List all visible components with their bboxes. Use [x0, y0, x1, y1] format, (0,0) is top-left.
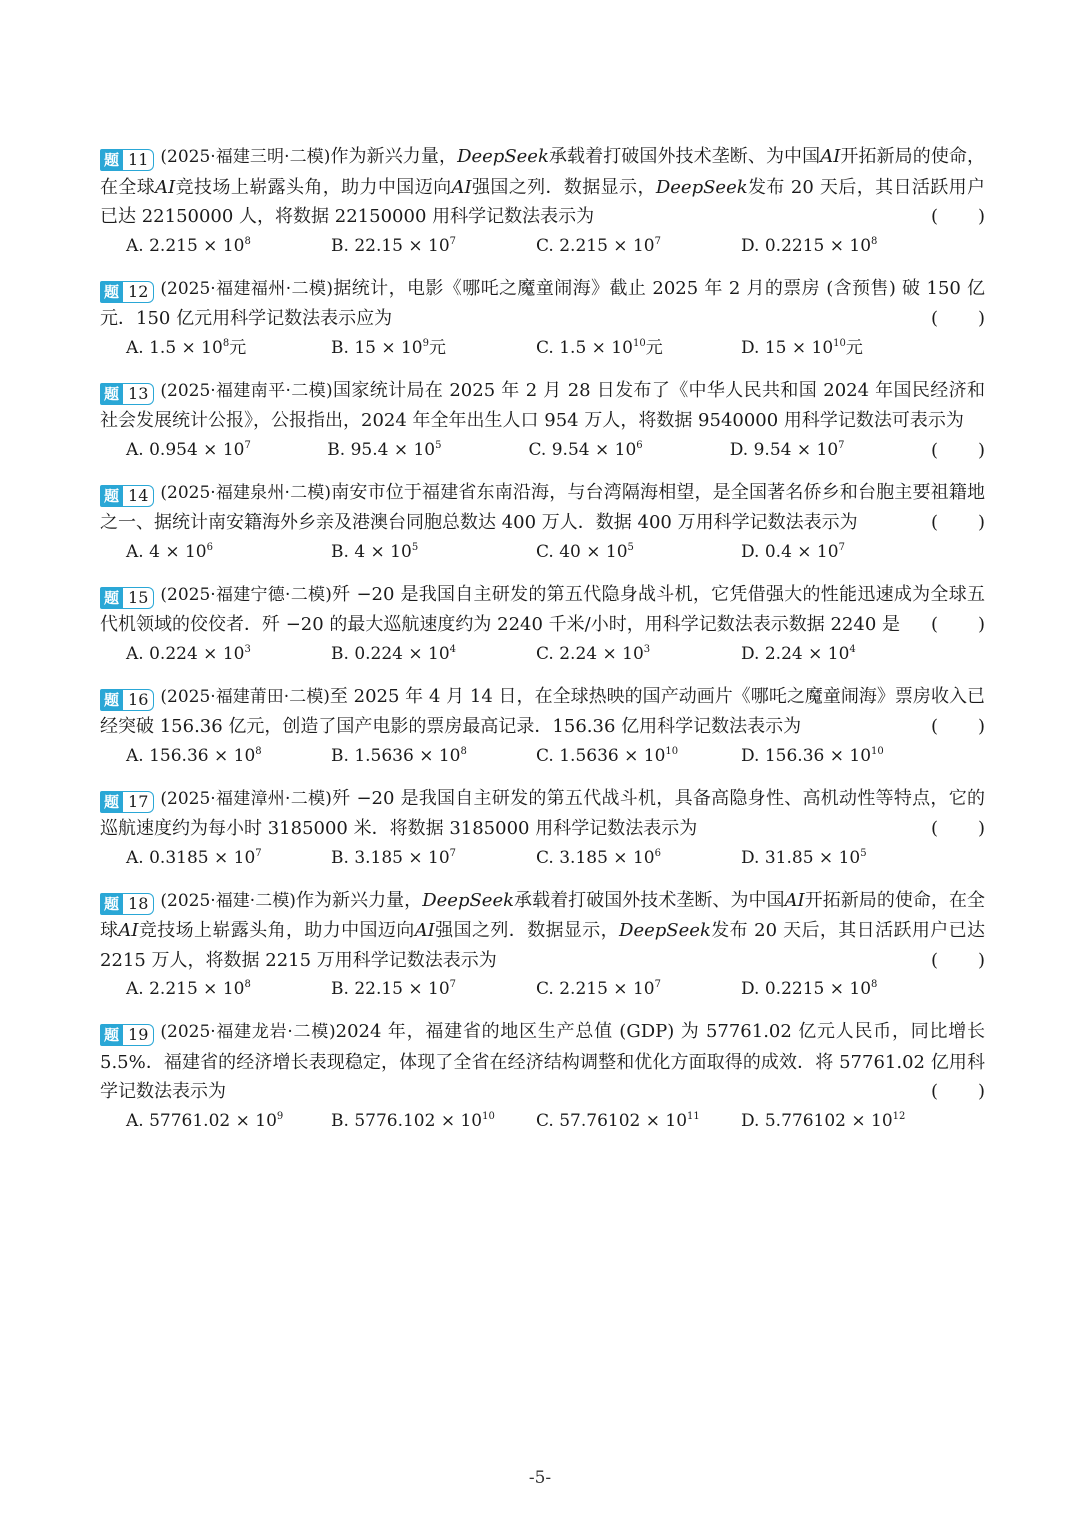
option-c — [536, 744, 741, 768]
option-label: C. — [528, 439, 552, 460]
option-coefficient: 2.215 × 10 — [559, 235, 655, 256]
option-coefficient: 2.215 × 10 — [559, 979, 655, 999]
option-label: B. — [331, 337, 355, 358]
answer-blank: ( ) — [931, 614, 985, 635]
option-label: A. — [126, 439, 150, 460]
question-item — [100, 376, 985, 462]
question-number: 13 — [123, 383, 154, 405]
option-label: A. — [126, 847, 150, 868]
question-text — [100, 682, 985, 742]
option-coefficient: 0.224 × 10 — [354, 643, 450, 664]
question-source: (2025·福建宁德·二模) — [160, 584, 332, 605]
option-a — [126, 744, 331, 768]
question-tag: 题 — [100, 281, 123, 303]
option-label: B. — [331, 847, 355, 868]
question-item — [100, 142, 985, 258]
option-coefficient: 3.185 × 10 — [354, 847, 450, 868]
text-run: 承载着打破国外技术垄断、为中国 — [514, 889, 785, 911]
option-label: C. — [536, 979, 560, 999]
option-label: D. — [741, 541, 765, 562]
option-label: C. — [536, 745, 560, 766]
answer-blank: ( ) — [931, 308, 985, 329]
option-label: A. — [126, 337, 150, 358]
text-run: 承载着打破国外技术垄断、为中国 — [548, 146, 821, 167]
question-item — [100, 274, 985, 360]
option-a — [126, 336, 331, 360]
option-coefficient: 9.54 × 10 — [551, 439, 637, 460]
question-label — [100, 383, 154, 405]
question-number: 12 — [123, 281, 154, 303]
option-exponent: 7 — [255, 847, 262, 859]
italic-term: AI — [784, 889, 805, 911]
option-coefficient: 0.2215 × 10 — [764, 979, 872, 999]
option-coefficient: 22.15 × 10 — [354, 979, 450, 999]
option-row — [100, 438, 931, 462]
option-label: B. — [327, 439, 351, 460]
option-row — [100, 744, 985, 768]
option-exponent: 10 — [871, 745, 884, 757]
option-exponent: 5 — [627, 541, 634, 553]
option-exponent: 7 — [244, 439, 251, 451]
option-coefficient: 1.5 × 10 — [559, 337, 633, 358]
question-tag: 题 — [100, 1024, 123, 1046]
text-run: 竞技场上崭露头角，助力中国迈向 — [138, 920, 415, 941]
answer-blank: ( ) — [931, 949, 985, 971]
text-run: 南安市位于福建省东南沿海，与台湾隔海相望，是全国著名侨乡和台胞主要祖籍地之一、据统计南安籍海外乡亲及港澳台同胞总数达 400 万人．数据 400 万用科学记数法表示为 — [100, 481, 986, 533]
option-b — [331, 1109, 536, 1133]
option-b — [327, 438, 528, 462]
question-number: 15 — [123, 587, 154, 609]
question-text — [100, 1017, 985, 1107]
text-run: 作为新兴力量， — [330, 146, 458, 167]
question-list — [100, 142, 985, 1149]
italic-term: AI — [118, 920, 139, 941]
answer-blank: ( ) — [931, 716, 985, 737]
question-item — [100, 478, 985, 564]
question-tag: 题 — [100, 893, 123, 915]
question-text — [100, 580, 985, 640]
text-run: 据统计，电影《哪吒之魔童闹海》截止 2025 年 2 月的票房 (含预售) 破 150 亿元．150 亿元用科学记数法表示应为 — [100, 277, 986, 329]
question-source: (2025·福建龙岩·二模) — [160, 1022, 336, 1042]
option-coefficient: 15 × 10 — [354, 337, 423, 358]
option-exponent: 8 — [222, 337, 230, 349]
question-text — [100, 142, 985, 232]
option-label: A. — [126, 541, 150, 562]
option-coefficient: 156.36 × 10 — [764, 745, 872, 766]
option-c — [536, 540, 741, 564]
question-number: 11 — [123, 149, 154, 171]
option-label: C. — [536, 337, 560, 358]
question-source: (2025·福建泉州·二模) — [160, 482, 332, 503]
italic-term: AI — [820, 146, 841, 167]
option-label: C. — [536, 643, 560, 664]
option-exponent: 3 — [643, 643, 651, 655]
option-exponent: 5 — [860, 847, 867, 859]
option-coefficient: 4 × 10 — [149, 541, 207, 562]
option-exponent: 7 — [449, 847, 457, 859]
italic-term: DeepSeek — [655, 176, 748, 198]
option-coefficient: 57761.02 × 10 — [149, 1110, 277, 1131]
page-number: -5- — [528, 1468, 552, 1488]
option-coefficient: 9.54 × 10 — [753, 439, 839, 460]
option-exponent: 6 — [206, 541, 213, 553]
option-coefficient: 2.24 × 10 — [764, 643, 850, 664]
question-text — [100, 886, 985, 976]
text-run: 至 2025 年 4 月 14 日，在全球热映的国产动画片《哪吒之魔童闹海》票房收入已经突破 156.36 亿元，创造了国产电影的票房最高记录．156.36 亿用科学记数法表示为 — [100, 685, 985, 737]
option-exponent: 3 — [244, 643, 251, 655]
italic-term: AI — [451, 176, 472, 198]
option-coefficient: 0.954 × 10 — [149, 439, 245, 460]
option-b — [331, 336, 536, 360]
option-exponent: 7 — [838, 439, 845, 451]
option-label: D. — [741, 235, 765, 256]
option-label: B. — [331, 643, 355, 664]
option-a — [126, 234, 331, 258]
answer-blank: ( ) — [931, 206, 985, 227]
option-unit: 元 — [429, 337, 447, 358]
question-item — [100, 886, 985, 1002]
option-exponent: 4 — [449, 643, 457, 655]
italic-term: AI — [155, 176, 176, 198]
option-coefficient: 1.5636 × 10 — [354, 745, 461, 766]
option-label: C. — [536, 1110, 560, 1131]
option-a — [126, 540, 331, 564]
option-c — [536, 846, 741, 870]
option-label: A. — [126, 235, 150, 256]
question-tag: 题 — [100, 149, 123, 171]
text-run: 竞技场上崭露头角，助力中国迈向 — [175, 176, 452, 198]
option-coefficient: 22.15 × 10 — [354, 235, 450, 256]
option-coefficient: 40 × 10 — [559, 541, 628, 562]
answer-blank: ( ) — [931, 439, 985, 461]
question-label — [100, 149, 154, 171]
option-label: C. — [536, 847, 560, 868]
option-exponent: 5 — [435, 439, 442, 451]
option-exponent: 7 — [654, 979, 661, 990]
text-run: 开拓新局的使命，在全球 — [100, 146, 985, 198]
question-text — [100, 274, 985, 334]
italic-term: DeepSeek — [422, 889, 515, 911]
option-coefficient: 2.24 × 10 — [559, 643, 644, 664]
option-row — [100, 642, 985, 666]
option-c — [529, 438, 730, 462]
question-label — [100, 485, 154, 507]
option-b — [331, 540, 536, 564]
text-run: 歼 −20 是我国自主研发的第五代战斗机，具备高隐身性、高机动性等特点，它的巡航速度约为每小时 3185000 米．将数据 3185000 用科学记数法表示为 — [100, 787, 985, 839]
option-row — [100, 846, 985, 870]
option-exponent: 8 — [244, 979, 251, 990]
question-source: (2025·福建漳州·二模) — [160, 788, 332, 809]
option-c — [536, 977, 741, 1001]
option-label: D. — [741, 337, 765, 358]
option-d — [741, 1109, 946, 1133]
option-coefficient: 1.5 × 10 — [149, 337, 223, 358]
option-coefficient: 0.3185 × 10 — [149, 847, 256, 868]
option-exponent: 10 — [833, 337, 846, 349]
option-b — [331, 234, 536, 258]
italic-term: AI — [414, 920, 435, 941]
option-exponent: 11 — [687, 1110, 700, 1122]
option-c — [536, 1109, 741, 1133]
option-label: D. — [741, 643, 765, 664]
option-c — [536, 336, 741, 360]
option-exponent: 8 — [244, 235, 251, 247]
option-label: C. — [536, 235, 560, 256]
question-item — [100, 580, 985, 666]
question-item — [100, 682, 985, 768]
option-d — [730, 438, 931, 462]
option-label: D. — [741, 847, 765, 868]
option-row — [100, 234, 985, 258]
question-tag: 题 — [100, 383, 123, 405]
option-coefficient: 5.776102 × 10 — [764, 1110, 893, 1131]
option-label: B. — [331, 541, 355, 562]
question-label — [100, 281, 154, 303]
option-label: A. — [126, 1110, 150, 1131]
option-coefficient: 2.215 × 10 — [149, 235, 245, 256]
question-source: (2025·福建福州·二模) — [160, 278, 333, 299]
option-coefficient: 57.76102 × 10 — [559, 1110, 688, 1131]
question-number: 19 — [123, 1024, 154, 1046]
option-d — [741, 977, 946, 1001]
option-d — [741, 846, 946, 870]
option-exponent: 7 — [449, 979, 457, 990]
question-source: (2025·福建·二模) — [160, 890, 296, 911]
option-c — [536, 642, 741, 666]
text-run: 开拓新局的使命，在全球 — [100, 889, 986, 941]
answer-blank: ( ) — [931, 818, 985, 839]
option-exponent: 8 — [460, 745, 467, 757]
text-run: 强国之列．数据显示， — [471, 176, 656, 198]
option-coefficient: 0.224 × 10 — [149, 643, 245, 664]
option-label: D. — [729, 439, 754, 460]
option-a — [126, 438, 327, 462]
option-coefficient: 4 × 10 — [354, 541, 412, 562]
question-tag: 题 — [100, 587, 123, 609]
option-exponent: 10 — [632, 337, 646, 349]
option-d — [741, 744, 946, 768]
question-label — [100, 689, 154, 711]
option-d — [741, 642, 946, 666]
question-label — [100, 791, 154, 813]
option-exponent: 9 — [422, 337, 430, 349]
option-a — [126, 642, 331, 666]
question-label — [100, 587, 154, 609]
question-item — [100, 1017, 985, 1133]
text-run: 2024 年，福建省的地区生产总值 (GDP) 为 57761.02 亿元人民币，同比增长 5.5%．福建省的经济增长表现稳定，体现了全省在经济结构调整和优化方面取得的成效．将 57761.02 亿用科学记数法表示为 — [100, 1021, 985, 1102]
question-tag: 题 — [100, 485, 123, 507]
option-exponent: 5 — [411, 541, 419, 553]
option-exponent: 9 — [276, 1110, 284, 1122]
option-label: C. — [536, 541, 560, 562]
option-coefficient: 31.85 × 10 — [764, 847, 861, 868]
question-source: (2025·福建莆田·二模) — [160, 686, 330, 707]
option-label: D. — [741, 1110, 765, 1131]
question-item — [100, 784, 985, 870]
option-label: A. — [126, 643, 150, 664]
option-label: D. — [741, 745, 765, 766]
option-a — [126, 977, 331, 1001]
question-label — [100, 1024, 154, 1046]
text-run: 作为新兴力量， — [295, 889, 423, 911]
option-row — [100, 540, 985, 564]
question-number: 14 — [123, 485, 154, 507]
option-exponent: 7 — [654, 235, 661, 247]
option-coefficient: 3.185 × 10 — [559, 847, 655, 868]
option-exponent: 8 — [871, 235, 878, 247]
text-run: 国家统计局在 2025 年 2 月 28 日发布了《中华人民共和国 2024 年国民经济和社会发展统计公报》，公报指出，2024 年全年出生人口 954 万人，将数据 9540000 用科学记数法可表示为 — [100, 379, 985, 431]
text-run: 强国之列．数据显示， — [434, 920, 620, 941]
option-row — [100, 1109, 985, 1133]
option-exponent: 6 — [636, 439, 643, 451]
text-run: 歼 −20 是我国自主研发的第五代隐身战斗机，它凭借强大的性能迅速成为全球五代机领域的佼佼者．歼 −20 的最大巡航速度约为 2240 千米/小时，用科学记数法表示数据 2240 是 — [100, 583, 985, 635]
option-exponent: 7 — [838, 541, 845, 553]
answer-blank: ( ) — [931, 512, 985, 533]
question-tag: 题 — [100, 689, 123, 711]
option-exponent: 8 — [255, 745, 262, 757]
option-label: A. — [126, 979, 150, 999]
option-a — [126, 1109, 331, 1133]
option-label: B. — [331, 979, 355, 999]
option-unit: 元 — [845, 337, 863, 358]
option-c — [536, 234, 741, 258]
option-a — [126, 846, 331, 870]
question-number: 17 — [123, 791, 154, 813]
italic-term: DeepSeek — [457, 146, 549, 167]
option-coefficient: 1.5636 × 10 — [559, 745, 666, 766]
option-coefficient: 156.36 × 10 — [149, 745, 256, 766]
question-number: 16 — [123, 689, 154, 711]
option-exponent: 4 — [849, 643, 856, 655]
question-tag: 题 — [100, 791, 123, 813]
option-b — [331, 977, 536, 1001]
option-exponent: 10 — [665, 745, 679, 757]
option-label: B. — [331, 235, 355, 256]
option-exponent: 12 — [892, 1110, 906, 1122]
option-unit: 元 — [229, 337, 247, 358]
option-label: A. — [126, 745, 150, 766]
option-exponent: 6 — [654, 847, 661, 859]
option-coefficient: 5776.102 × 10 — [354, 1110, 483, 1131]
option-label: B. — [331, 1110, 355, 1131]
option-exponent: 8 — [871, 979, 878, 990]
option-d — [741, 540, 946, 564]
option-b — [331, 642, 536, 666]
question-text — [100, 478, 985, 538]
question-text — [100, 784, 985, 844]
option-unit: 元 — [645, 337, 663, 358]
answer-blank: ( ) — [931, 1081, 985, 1102]
option-exponent: 10 — [482, 1110, 495, 1122]
option-d — [741, 336, 946, 360]
option-coefficient: 0.2215 × 10 — [764, 235, 872, 256]
option-d — [741, 234, 946, 258]
option-b — [331, 744, 536, 768]
text-run: 发布 20 天后，其日活跃用户已达 22150000 人，将数据 22150000 用科学记数法表示为 — [100, 176, 986, 227]
question-label — [100, 893, 154, 915]
option-exponent: 7 — [449, 235, 457, 247]
italic-term: DeepSeek — [619, 920, 711, 941]
question-number: 18 — [123, 893, 154, 915]
text-run: 发布 20 天后，其日活跃用户已达 2215 万人，将数据 2215 万用科学记数法表示为 — [100, 920, 985, 971]
option-coefficient: 2.215 × 10 — [149, 979, 245, 999]
option-coefficient: 0.4 × 10 — [764, 541, 839, 562]
option-row — [100, 977, 985, 1001]
question-source: (2025·福建三明·二模) — [160, 147, 331, 167]
option-label: D. — [741, 979, 765, 999]
option-coefficient: 95.4 × 10 — [350, 439, 436, 460]
option-label: B. — [331, 745, 355, 766]
option-row — [100, 336, 985, 360]
option-b — [331, 846, 536, 870]
question-source: (2025·福建南平·二模) — [160, 380, 333, 401]
option-coefficient: 15 × 10 — [764, 337, 834, 358]
